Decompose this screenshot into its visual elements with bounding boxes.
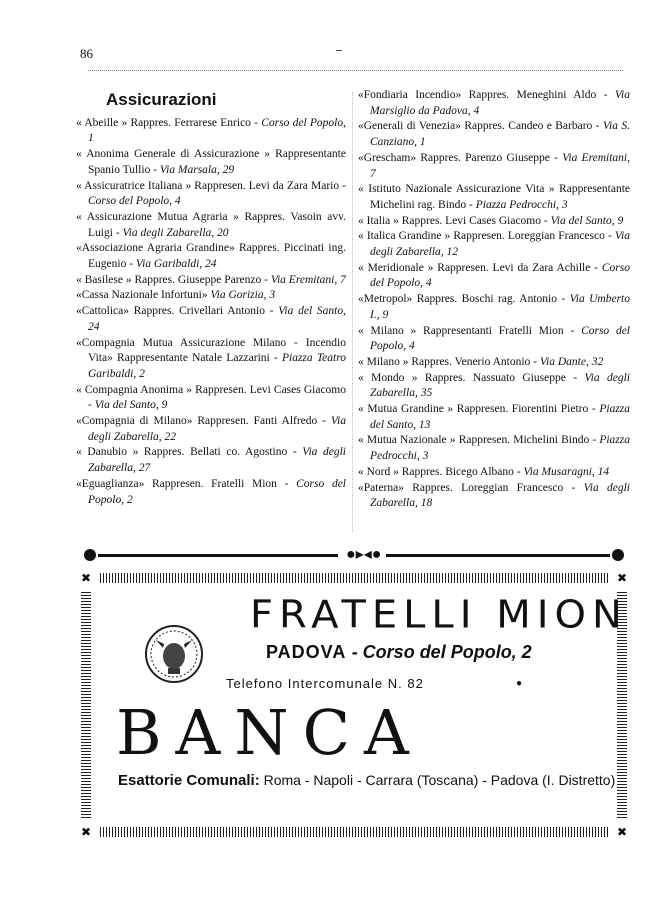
directory-entry — [358, 214, 630, 230]
directory-entry — [76, 241, 346, 272]
entry-address: Via Musaragni, 14 — [523, 465, 610, 478]
entry-address: Via degli Zabarella, 20 — [122, 226, 229, 239]
directory-entry — [358, 119, 630, 150]
corner-ornament-icon: ✖ — [80, 571, 92, 585]
ad-bank-title: BANCA — [116, 696, 423, 769]
entry-text: « Meridionale » Rappresen. Levi da Zara Achille - — [358, 261, 599, 274]
header-rule — [88, 70, 623, 71]
entry-address: Corso del Popolo, 4 — [370, 261, 630, 290]
entry-address: Via S. Canziano, 1 — [370, 120, 630, 149]
ad-services-list: Roma - Napoli - Carrara (Toscana) - Padova (I. Distretto) — [263, 772, 616, 788]
entry-address: Via degli Zabarella, 35 — [370, 371, 630, 400]
entry-text: «Paterna» Rappres. Loreggian Francesco - — [358, 481, 576, 494]
entry-text: « Mondo » Rappres. Nassuato Giuseppe - — [358, 371, 578, 384]
entry-address: Corso del Popolo, 4 — [88, 195, 181, 208]
directory-entry — [76, 116, 346, 147]
entry-address: Via del Santo, 24 — [88, 305, 346, 333]
directory-entry — [358, 182, 630, 213]
directory-entry — [76, 336, 346, 383]
directory-entry — [358, 402, 630, 433]
left-column — [76, 88, 346, 508]
entry-address: Piazza Pedrocchi, 3 — [475, 198, 568, 211]
ad-address: - Corso del Popolo, 2 — [351, 642, 532, 662]
entry-text: «Generali di Venezia» Rappres. Candeo e Barbaro - — [358, 120, 600, 133]
corner-ornament-icon: ✖ — [616, 571, 628, 585]
right-column — [358, 88, 630, 512]
entry-text: «Grescham» Rappres. Parenzo Giuseppe - — [358, 151, 558, 164]
directory-entry — [76, 477, 346, 508]
directory-entry — [76, 273, 346, 289]
entry-text: « Basilese » Rappres. Giuseppe Parenzo - — [76, 273, 268, 286]
entry-text: « Danubio » Rappres. Bellati co. Agostino - — [76, 446, 297, 459]
entry-address: Via Marsala, 29 — [159, 163, 235, 176]
entry-address: Via degli Zabarella, 18 — [370, 481, 631, 510]
entry-text: « Abeille » Rappres. Ferrarese Enrico - — [76, 116, 258, 129]
directory-entry — [76, 304, 346, 335]
page-number: 86 — [80, 46, 93, 61]
ornament-line-left — [98, 554, 338, 557]
directory-entry — [358, 151, 630, 182]
ad-city: PADOVA — [266, 642, 346, 662]
entry-address: Via degli Zabarella, 22 — [88, 415, 347, 443]
entry-address: Via Gorizia, 3 — [210, 289, 276, 302]
entry-text: « Anonima Generale di Assicurazione » Rappresentante Spanio Tullio - — [76, 148, 346, 176]
entry-address: Via Marsiglio da Padova, 4 — [370, 89, 631, 117]
entry-address: Via Dante, 32 — [539, 355, 604, 368]
corner-ornament-icon: ✖ — [616, 825, 628, 839]
entry-text: «Eguaglianza» Rappresen. Fratelli Mion - — [76, 477, 289, 490]
entry-text: « Italia » Rappres. Levi Cases Giacomo - — [358, 214, 548, 227]
ad-border-left — [81, 592, 91, 818]
entry-address: Corso del Popolo, 2 — [88, 477, 346, 506]
entry-text: «Compagnia di Milano» Rappresen. Fanti Alfredo - — [76, 415, 326, 428]
entry-address: Piazza Teatro Garibaldi, 2 — [88, 352, 347, 380]
entry-address: Via Eremitani, 7 — [270, 273, 346, 286]
ad-border-bottom — [100, 827, 608, 837]
directory-entry — [358, 371, 630, 402]
entry-address: Corso del Popolo, 4 — [370, 324, 631, 353]
entry-text: « Compagnia Anonima » Rappresen. Levi Cases Giacomo - — [76, 383, 346, 412]
ad-location — [266, 642, 532, 663]
entry-text: « Assicurazione Mutua Agraria » Rappres. Vasoin avv. Luigi - — [76, 210, 346, 239]
left-entry-list — [76, 116, 346, 509]
corner-ornament-icon: ✖ — [80, 825, 92, 839]
entry-address: Via del Santo, 9 — [550, 214, 624, 227]
ornament-dot-left — [84, 549, 96, 561]
mercury-head-emblem-icon — [144, 624, 204, 684]
entry-text: «Cattolica» Rappres. Crivellari Antonio - — [76, 305, 274, 318]
ad-services — [118, 772, 615, 789]
entry-text: «Compagnia Mutua Assicurazione Milano - Incendio Vita» Rappresentante Natale Lazzarini - — [76, 336, 346, 365]
entry-text: « Milano » Rappresentanti Fratelli Mion - — [358, 324, 575, 337]
right-entry-list — [358, 88, 630, 512]
ad-services-label: Esattorie Comunali: — [118, 772, 260, 789]
entry-address: Piazza Pedrocchi, 3 — [370, 434, 630, 463]
advertisement-box — [80, 572, 628, 838]
ornament-line-right — [386, 554, 610, 557]
section-title: Assicurazioni — [106, 90, 217, 109]
entry-text: «Fondiaria Incendio» Rappres. Meneghini Aldo - — [358, 89, 608, 101]
entry-address: Corso del Popolo, 1 — [88, 116, 347, 145]
directory-entry — [358, 229, 630, 260]
ad-phone: Telefono Intercomunale N. 82 — [226, 676, 424, 691]
entry-text: « Milano » Rappres. Venerio Antonio - — [358, 355, 537, 368]
column-divider — [352, 92, 353, 532]
directory-entry — [76, 147, 346, 178]
entry-address: Piazza del Santo, 13 — [370, 403, 631, 431]
directory-entry — [76, 414, 346, 445]
entry-text: « Mutua Nazionale » Rappresen. Michelini Bindo - — [358, 434, 597, 447]
directory-entry — [76, 288, 346, 304]
ornamental-separator — [84, 544, 624, 566]
entry-address: Via del Santo, 9 — [94, 399, 168, 412]
ornament-center-icon: ●▸◂● — [346, 546, 382, 563]
ad-brand-name: FRATELLI MION — [250, 593, 628, 637]
entry-text: « Mutua Grandine » Rappresen. Fiorentini Pietro - — [358, 403, 596, 416]
directory-entry — [358, 88, 630, 119]
entry-text: « Assicuratrice Italiana » Rappresen. Levi da Zara Mario - — [76, 179, 346, 192]
entry-text: « Istituto Nazionale Assicurazione Vita » Rappresentante Michelini rag. Bindo - — [358, 183, 630, 211]
entry-text: «Associazione Agraria Grandine» Rappres. Piccinati ing. Eugenio - — [76, 242, 346, 271]
directory-entry — [76, 210, 346, 241]
entry-address: Via Umberto I., 9 — [370, 293, 630, 321]
directory-entry — [358, 355, 630, 371]
entry-address: Via degli Zabarella, 27 — [88, 446, 346, 475]
entry-text: «Metropol» Rappres. Boschi rag. Antonio - — [358, 293, 566, 306]
entry-address: Via Eremitani, 7 — [370, 151, 631, 180]
directory-entry — [76, 179, 346, 210]
directory-entry — [358, 481, 630, 512]
ornament-dot-right — [612, 549, 624, 561]
entry-text: «Cassa Nazionale Infortuni» — [76, 289, 208, 302]
entry-address: Via Garibaldi, 24 — [135, 258, 217, 271]
directory-entry — [358, 324, 630, 355]
directory-entry — [358, 261, 630, 292]
entry-text: « Italica Grandine » Rappresen. Loreggian Francesco - — [358, 230, 612, 243]
directory-entry — [358, 433, 630, 464]
directory-entry — [76, 383, 346, 414]
ad-border-top — [100, 573, 608, 583]
directory-entry — [76, 445, 346, 476]
decorative-mark: ● — [516, 678, 525, 689]
header-mark — [336, 50, 342, 51]
directory-entry — [358, 292, 630, 323]
entry-text: « Nord » Rappres. Bicego Albano - — [358, 465, 521, 478]
directory-entry — [358, 465, 630, 481]
entry-address: Via degli Zabarella, 12 — [370, 230, 630, 259]
